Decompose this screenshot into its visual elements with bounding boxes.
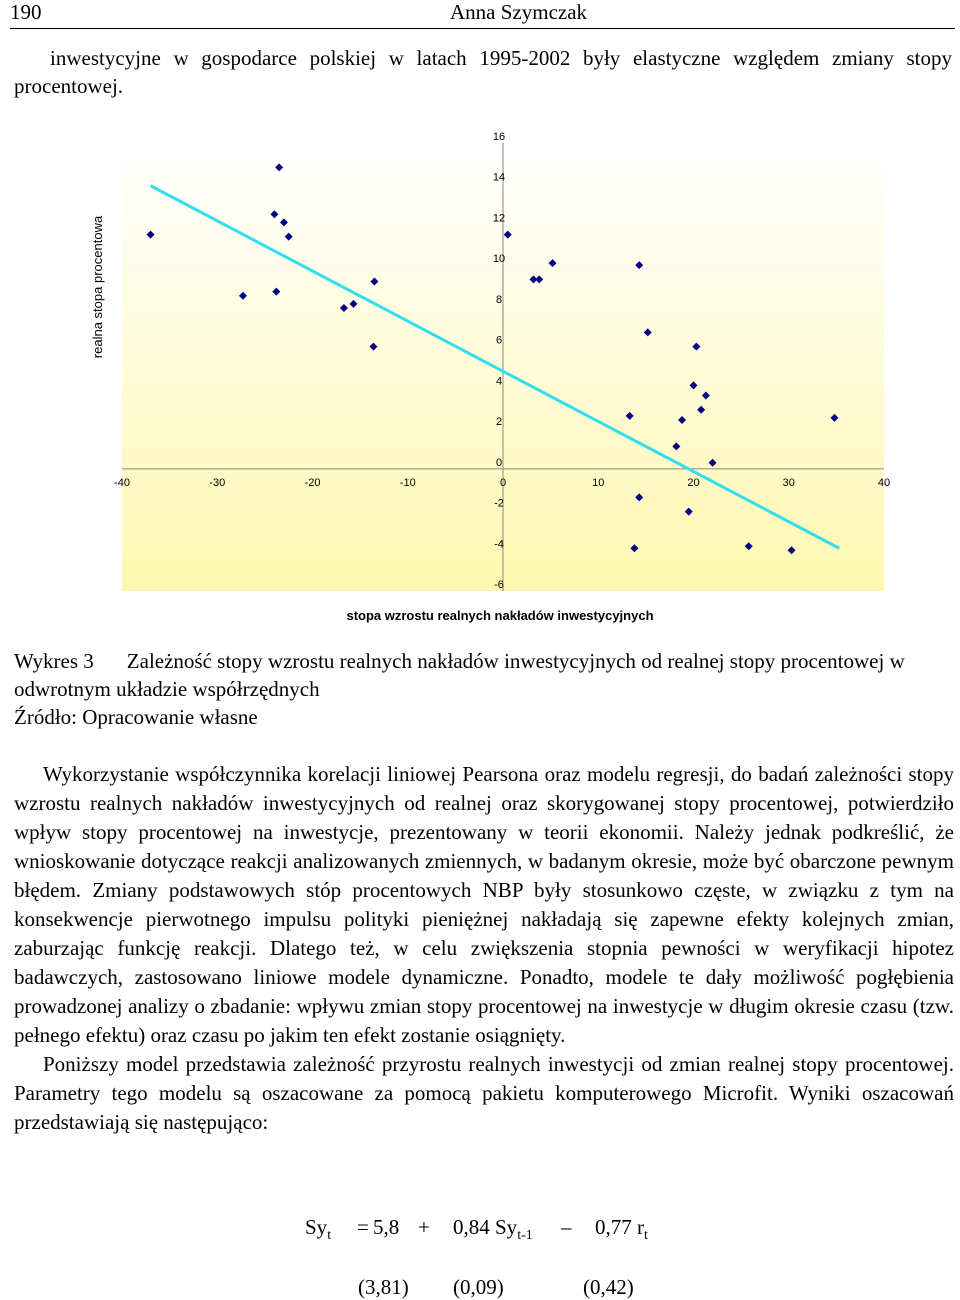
eq-lhs: $Sy_t$ — [305, 1215, 332, 1244]
y-tick-label: -2 — [494, 497, 504, 510]
intro-paragraph: inwestycyjne w gospodarce polskiej w latach 1995-2002 były elastyczne względem zmiany stopy procentowej. — [14, 46, 952, 98]
y-tick-label: 2 — [495, 416, 503, 429]
x-axis-label: stopa wzrostu realnych nakładów inwestycyjnych — [346, 608, 654, 623]
y-tick-label: -4 — [494, 538, 504, 551]
page-header — [10, 0, 955, 29]
y-tick-label: 14 — [492, 171, 506, 184]
y-tick-label: 0 — [495, 456, 503, 469]
scatter-chart — [80, 131, 910, 633]
paragraph: Poniższy model przedstawia zależność przyrostu realnych inwestycji od zmian realnej stopy procentowej. Parametry tego modelu są oszacowane za pomocą pakietu komputerowego Microfit. Wyniki oszacowań przedstawiają się następująco: — [14, 1052, 954, 1134]
caption-title: Zależność stopy wzrostu realnych nakładów inwestycyjnych od realnej stopy procentowej w odwrotnym układzie współrzędnych — [14, 649, 905, 701]
x-tick-label: -40 — [114, 476, 130, 489]
running-head-author: Anna Szymczak — [450, 0, 588, 24]
eq-equals: = — [357, 1215, 369, 1239]
paragraph: Wykorzystanie współczynnika korelacji liniowej Pearsona oraz modelu regresji, do badań zależności stopy wzrostu realnych nakładów inwestycyjnych od realnej oraz skorygowanej stopy procentowej, potwierdziło wpływ stopy procentowej na inwestycje, prezentowany w teorii ekonomii. Należy jednak podkreślić, że wnioskowanie dotyczące reakcji analizowanych zmiennych, w badanym okresie, może być obarczone pewnym błędem. Zmiany podstawowych stóp procentowych NBP były stosunkowo częste, w związku z tym na konsekwencje pierwotnego impulsu polityki pieniężnej nakładają się zapewne efekty kolejnych zmian, zaburzając funkcję reakcji. Dlatego też, w celu zwiększenia stopnia pewności w weryfikacji hipotez badawczych, zastosowano liniowe modele dynamiczne. Ponadto, modele te dały możliwość pogłębienia prowadzonej analizy o zbadanie: wpływu zmian stopy procentowej na inwestycje w długim okresie czasu (tzw. pełnego efektu) oraz czasu po jakim ten efekt zostanie osiągnięty. — [14, 762, 954, 1047]
x-tick-label: 10 — [592, 476, 605, 489]
page-number: 190 — [10, 0, 42, 24]
eq-coef2: 0,77 $r_t$ — [595, 1215, 648, 1244]
y-axis-label: realna stopa procentowa — [90, 215, 105, 359]
eq-plus: + — [418, 1215, 430, 1239]
eq-coef1: 0,84 $Sy_{t-1}$ — [453, 1215, 533, 1244]
eq-minus: – — [561, 1215, 572, 1239]
chart-svg — [80, 131, 910, 633]
body-text — [14, 760, 954, 1137]
y-tick-label: 12 — [492, 212, 506, 225]
y-tick-label: -6 — [494, 579, 504, 591]
x-tick-label: 40 — [877, 476, 891, 489]
caption-source: Źródło: Opracowanie własne — [14, 705, 258, 729]
x-tick-label: 0 — [499, 476, 507, 489]
se-constant: (3,81) — [358, 1275, 409, 1299]
x-tick-label: -10 — [399, 476, 416, 489]
se-coef2: (0,42) — [583, 1275, 634, 1299]
caption-label: Wykres 3 — [14, 649, 94, 673]
x-tick-label: -20 — [304, 476, 321, 489]
se-coef1: (0,09) — [453, 1275, 504, 1299]
y-tick-label: 8 — [495, 293, 503, 306]
eq-constant: 5,8 — [373, 1215, 400, 1239]
x-tick-label: 20 — [687, 476, 700, 489]
y-tick-label: 6 — [495, 334, 503, 347]
x-tick-label: 30 — [782, 476, 795, 489]
figure-caption — [14, 647, 954, 731]
y-tick-label: 4 — [495, 375, 503, 388]
y-tick-label: 16 — [492, 131, 506, 143]
y-tick-label: 10 — [492, 253, 506, 266]
x-tick-label: -30 — [209, 476, 226, 489]
